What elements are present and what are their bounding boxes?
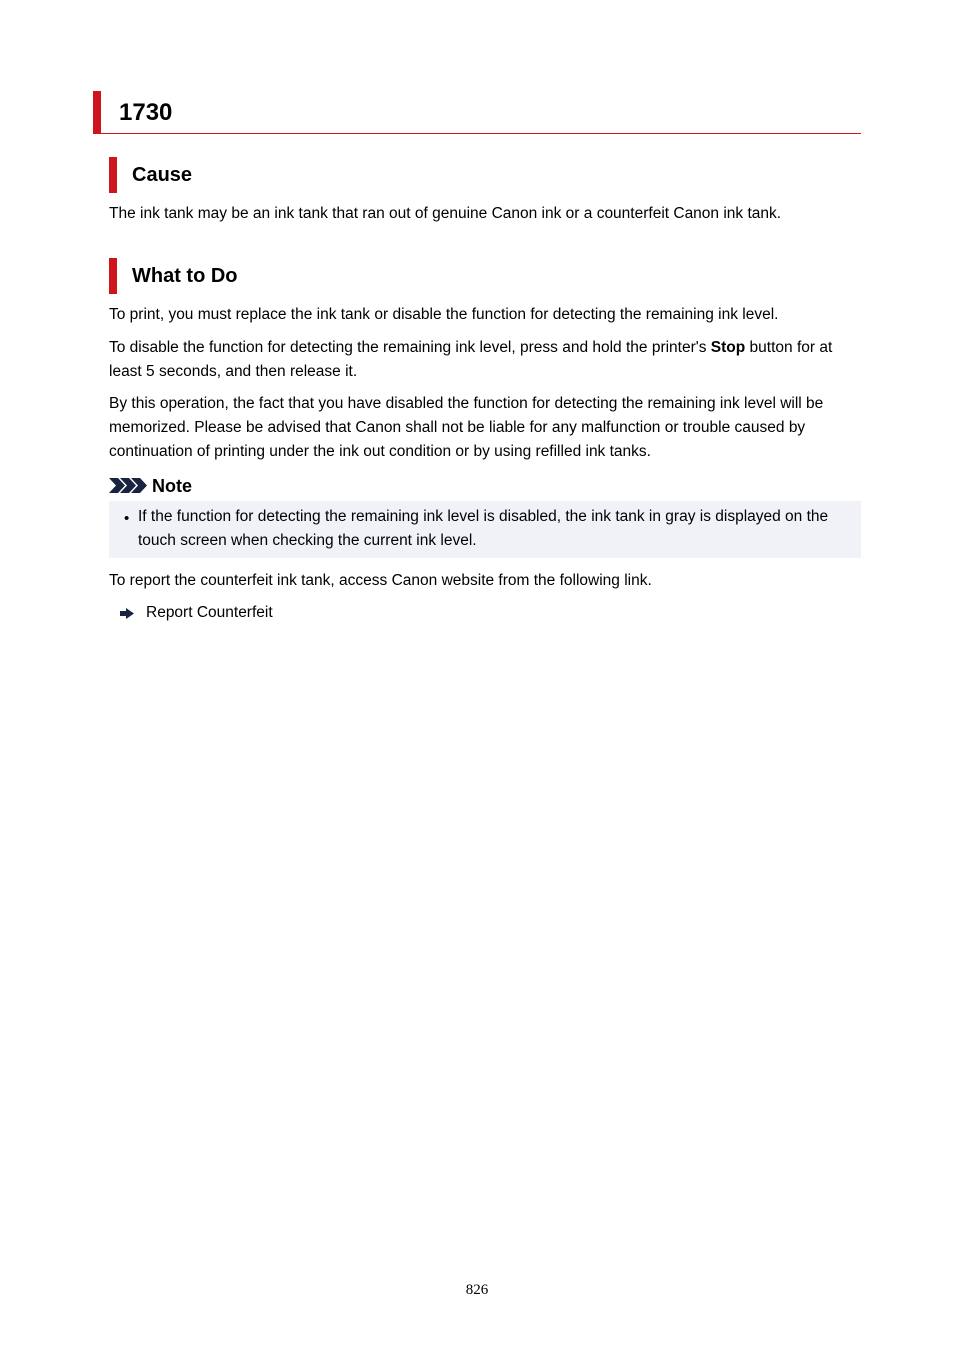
report-counterfeit-link[interactable]	[120, 601, 420, 625]
section-accent-bar	[109, 157, 117, 193]
section-heading-what-to-do	[109, 258, 609, 294]
page-heading	[93, 91, 861, 134]
heading-accent-bar	[93, 91, 101, 133]
arrow-right-icon	[120, 608, 134, 619]
report-counterfeit-link-label[interactable]: Report Counterfeit	[146, 604, 273, 621]
p2-text-after: button for at least 5 seconds, and then release it.	[109, 339, 833, 380]
note-box	[109, 501, 861, 558]
report-text: To report the counterfeit ink tank, access Canon website from the following link.	[109, 572, 652, 589]
what-to-do-paragraph-1: To print, you must replace the ink tank or disable the function for detecting the remaining ink level.	[109, 306, 779, 323]
section-title-cause: Cause	[132, 164, 193, 186]
note-chevrons-icon	[109, 478, 149, 493]
section-accent-bar	[109, 258, 117, 294]
what-to-do-paragraph-2	[109, 336, 861, 384]
note-item: If the function for detecting the remaining ink level is disabled, the ink tank in gray is displayed on the touch screen when checking the current ink level.	[138, 508, 829, 549]
what-to-do-paragraph-3: By this operation, the fact that you have disabled the function for detecting the remaining ink level will be memorized. Please be advised that Canon shall not be liable for any malfunction or trouble caused by continuation of printing under the ink out condition or by using refilled ink tanks.	[109, 395, 824, 460]
page-title: 1730	[119, 99, 173, 126]
note-label: Note	[152, 476, 192, 496]
page-number: 826	[465, 1282, 489, 1298]
bullet-marker: •	[124, 510, 130, 527]
p2-text-before: To disable the function for detecting the remaining ink level, press and hold the printer's	[109, 339, 711, 356]
cause-text: The ink tank may be an ink tank that ran out of genuine Canon ink or a counterfeit Canon ink tank.	[109, 205, 782, 222]
section-title-what-to-do: What to Do	[132, 265, 238, 287]
section-heading-cause	[109, 157, 609, 193]
stop-button-name: Stop	[710, 339, 746, 356]
note-heading	[109, 473, 309, 497]
